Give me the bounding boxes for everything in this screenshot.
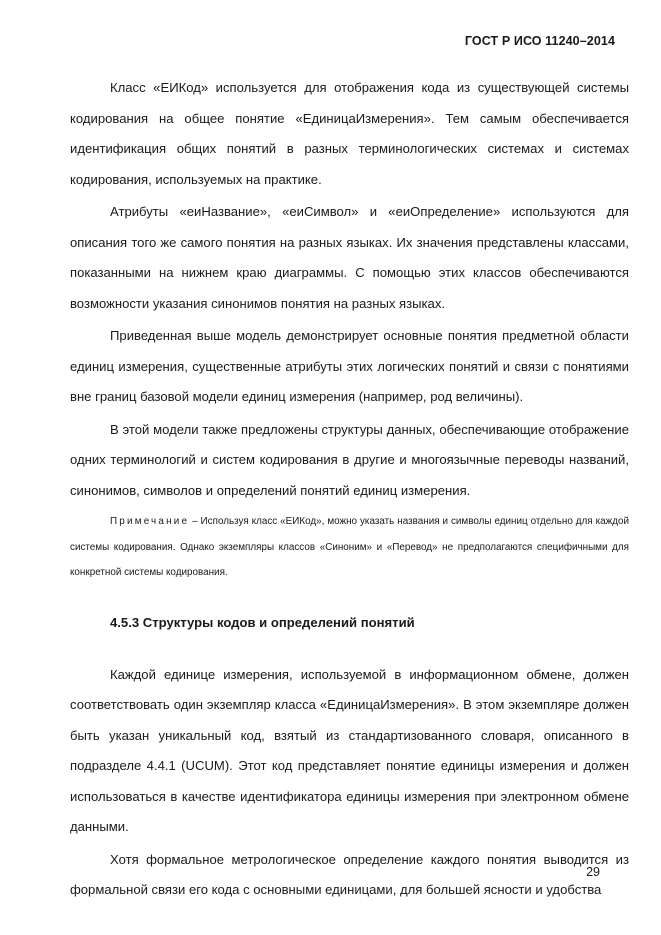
paragraph-attributes: Атрибуты «еиНазвание», «еиСимвол» и «еиОпределение» используются для описания того же самого понятия на разных языках. Их значения представлены классами, показанными на нижнем краю диаграммы. С помощью этих классов обеспечиваются возможности указания синонимов понятия на разных языках. — [70, 204, 629, 311]
note-paragraph — [70, 509, 629, 586]
page-number: 29 — [586, 865, 600, 879]
document-code-header: ГОСТ Р ИСО 11240–2014 — [464, 34, 615, 48]
paragraph-model-overview: Приведенная выше модель демонстрирует основные понятия предметной области единиц измерения, существенные атрибуты этих логических понятий и связи с понятиями вне границ базовой модели единиц измерения (например, род величины). — [70, 328, 629, 404]
paragraph-unit-instance: Каждой единице измерения, используемой в информационном обмене, должен соответствовать один экземпляр класса «ЕдиницаИзмерения». В этом экземпляре должен быть указан уникальный код, взятый из стандартизованного словаря, описанного в подразделе 4.4.1 (UCUM). Этот код представляет понятие единицы измерения и должен использоваться в качестве идентификатора единицы измерения при электронном обмене данными. — [70, 666, 629, 834]
paragraph-metrological-definition: Хотя формальное метрологическое определение каждого понятия выводится из формальной связи его кода с основными единицами, для большей ясности и удобства — [70, 851, 629, 897]
paragraph-data-structures: В этой модели также предложены структуры данных, обеспечивающие отображение одних терминологий и систем кодирования в другие и многоязычные переводы названий, синонимов, символов и определений понятий единиц измерения. — [70, 421, 629, 498]
note-label: Примечание — [110, 516, 190, 527]
paragraph-eicode: Класс «ЕИКод» используется для отображения кода из существующей системы кодирования на общее понятие «ЕдиницаИзмерения». Тем самым обеспечивается идентификация общих понятий в разных терминологических системах и системах кодирования, используемых на практике. — [70, 80, 629, 187]
note-text: – Используя класс «ЕИКод», можно указать названия и символы единиц отдельно для каждой системы кодирования. Однако экземпляры классов «Синоним» и «Перевод» не предполагаются специфичными для конкретной системы кодирования. — [70, 516, 629, 578]
page-content — [70, 73, 629, 908]
section-heading: 4.5.3 Структуры кодов и определений понятий — [110, 614, 415, 630]
